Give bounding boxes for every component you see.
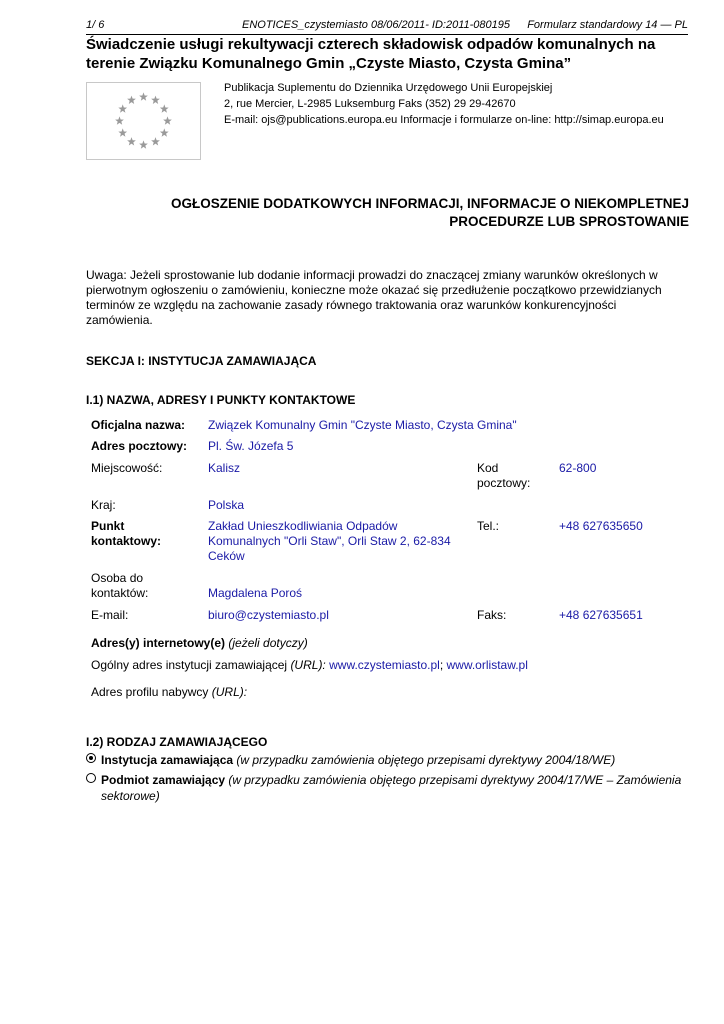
official-name-label: Oficjalna nazwa: [91,418,186,432]
star-icon [151,96,160,104]
authority-type-option-1[interactable] [86,752,690,768]
star-icon [160,128,169,136]
contact-point-label: Punkt kontaktowy: [91,519,162,548]
star-icon [160,104,169,112]
notice-id: ENOTICES_czystemiasto 08/06/2011- ID:2011-080195 [242,19,511,31]
eu-flag-icon [86,82,201,160]
country-value: Polska [208,498,245,512]
email-value[interactable]: biuro@czystemiasto.pl [208,608,329,622]
form-name: Formularz standardowy 14 — PL [527,19,688,31]
general-url-link-2[interactable]: www.orlistaw.pl [446,658,528,672]
radio-unchecked-icon[interactable] [86,773,96,783]
star-icon [163,116,172,124]
option-1-note: (w przypadku zamówienia objętego przepisami dyrektywy 2004/18/WE) [236,753,616,767]
page-number: 1/ 6 [86,19,105,31]
publication-line-1: Publikacja Suplementu do Dziennika Urzędowego Unii Europejskiej [224,82,553,94]
contact-person-value: Magdalena Poroś [208,586,303,600]
section-1-1-heading: I.1) NAZWA, ADRESY I PUNKTY KONTAKTOWE [86,393,356,407]
star-icon [151,137,160,145]
contact-point-value: Zakład Unieszkodliwiania Odpadów Komunalnych "Orli Staw", Orli Staw 2, 62-834 Ceków [208,519,451,563]
notice-title-line-2: PROCEDURZE LUB SPROSTOWANIE [449,214,689,229]
star-icon [139,140,148,148]
notice-title [86,195,689,231]
star-icon [127,137,136,145]
star-icon [118,104,127,112]
section-1-heading: SEKCJA I: INSTYTUCJA ZAMAWIAJĄCA [86,354,317,368]
publication-info [224,80,694,128]
internet-addresses-note: (jeżeli dotyczy) [228,636,308,650]
section-1-2-heading: I.2) RODZAJ ZAMAWIAJĄCEGO [86,735,268,749]
general-url-label: Ogólny adres instytucji zamawiającej [91,658,288,672]
authority-type-option-2[interactable] [86,772,690,804]
publication-line-2: 2, rue Mercier, L-2985 Luksemburg Faks (352) 29 29-42670 [224,98,516,110]
buyer-profile-line [91,685,247,700]
document-title: Świadczenie usługi rekultywacji czterech składowisk odpadów komunalnych na terenie Związku Komunalnego Gmin „Czyste Miasto, Czysta Gmina” [86,36,656,72]
star-icon [115,116,124,124]
country-label: Kraj: [91,498,116,512]
address-value: Pl. Św. Józefa 5 [208,439,294,453]
publication-line-3: E-mail: ojs@publications.europa.eu Informacje i formularze on-line: http://simap.europa.eu [224,114,664,126]
buyer-profile-label: Adres profilu nabywcy [91,685,209,699]
option-2-note: (w przypadku zamówienia objętego przepisami dyrektywy 2004/17/WE – Zamówienia sektorowe) [101,773,682,803]
notice-title-line-1: OGŁOSZENIE DODATKOWYCH INFORMACJI, INFORMACJE O NIEKOMPLETNEJ [170,196,689,211]
email-label: E-mail: [91,608,129,622]
eu-stars-icon [87,83,200,159]
star-icon [127,96,136,104]
postcode-value: 62-800 [559,461,597,475]
general-url-note: (URL): [290,658,326,672]
tel-value: +48 627635650 [559,519,643,533]
running-header [86,18,688,35]
radio-checked-icon[interactable] [86,753,96,763]
buyer-profile-note: (URL): [211,685,248,699]
star-icon [139,92,148,100]
option-1-label: Instytucja zamawiająca [101,753,234,767]
internet-addresses-heading [91,636,308,651]
contact-person-label: Osoba do kontaktów: [91,571,149,600]
city-value: Kalisz [208,461,241,475]
star-icon [118,128,127,136]
fax-label: Faks: [477,608,507,622]
fax-value: +48 627635651 [559,608,643,622]
url-separator: ; [439,658,444,672]
internet-addresses-label: Adres(y) internetowy(e) [91,636,226,650]
general-url-link-1[interactable]: www.czystemiasto.pl [329,658,440,672]
general-url-line [91,658,528,673]
postcode-label: Kod pocztowy: [477,461,531,490]
option-2-label: Podmiot zamawiający [101,773,226,787]
official-name-value: Związek Komunalny Gmin "Czyste Miasto, Czysta Gmina" [208,418,517,432]
address-label: Adres pocztowy: [91,439,188,453]
city-label: Miejscowość: [91,461,163,475]
tel-label: Tel.: [477,519,500,533]
warning-note: Uwaga: Jeżeli sprostowanie lub dodanie informacji prowadzi do znaczącej zmiany warunków określonych w pierwotnym ogłoszeniu o zamówieniu, konieczne może okazać się przedłużenie początkowo przewidzianych terminów ze względu na zachowanie zasady równego traktowania oraz warunków konkurencyjności zamówienia. [86,268,662,327]
